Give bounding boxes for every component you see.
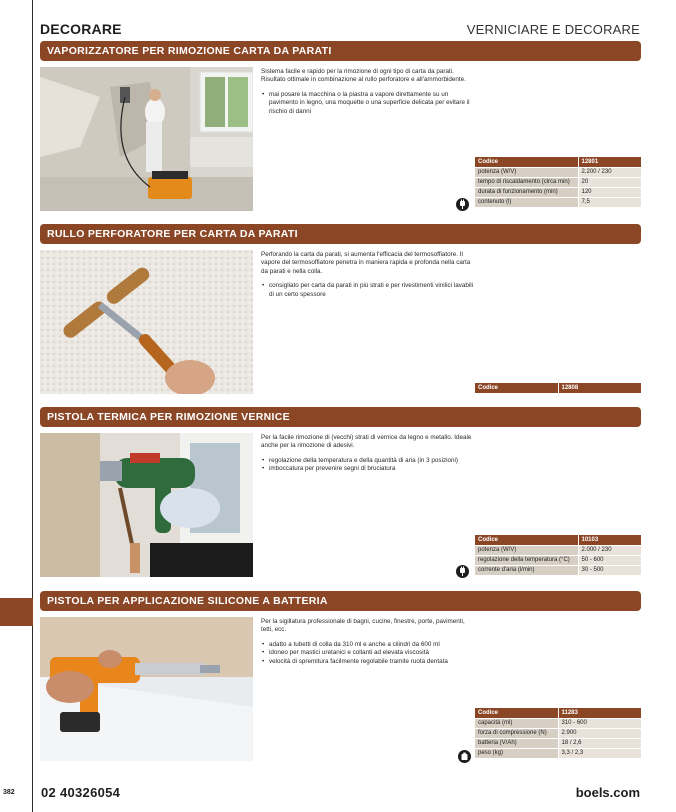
product-code: 12801 — [578, 157, 641, 167]
code-label: Codice — [475, 708, 558, 718]
spec-label: durata di funzionamento (min) — [475, 187, 578, 197]
spec-label: tempo di riscaldamento (circa min) — [475, 177, 578, 187]
spec-label: capacità (ml) — [475, 718, 558, 728]
spec-value: 2.900 — [558, 728, 641, 738]
product-section-steamer — [40, 41, 641, 213]
battery-icon — [458, 750, 471, 763]
page-category-title: DECORARE — [40, 21, 122, 37]
product-photo-silicone-gun — [40, 617, 253, 761]
product-code: 10103 — [578, 535, 641, 545]
spec-label: batteria (V/Ah) — [475, 738, 558, 748]
product-code: 12808 — [558, 383, 641, 393]
bullet-item: • regolazione della temperatura e della quantità di aria (in 3 posizioni) — [261, 457, 476, 465]
product-photo-perforator — [40, 250, 253, 394]
spec-label: contenuto (l) — [475, 197, 578, 207]
product-title: PISTOLA TERMICA PER RIMOZIONE VERNICE — [40, 407, 641, 427]
spec-value: 2.200 / 230 — [578, 167, 641, 177]
page-number: 382 — [3, 789, 15, 796]
plug-icon — [456, 198, 469, 211]
spec-table — [475, 535, 641, 576]
bullet-item: • idoneo per mastici uretanici e collanti ad elevata viscosità — [261, 649, 476, 657]
product-description: Per la facile rimozione di (vecchi) strati di vernice da legno e metallo. Ideale anche per la rimozione di adesivi. — [261, 434, 472, 450]
bullet-item: • velocità di spremitura facilmente regolabile tramite ruota dentata — [261, 658, 476, 666]
spec-table — [475, 157, 641, 208]
spec-table — [475, 383, 641, 394]
spec-value: 7,5 — [578, 197, 641, 207]
spec-label: corrente d'aria (l/min) — [475, 565, 578, 575]
product-title: RULLO PERFORATORE PER CARTA DA PARATI — [40, 224, 641, 244]
spec-value: 3,3 / 2,3 — [558, 748, 641, 758]
spec-value: 18 / 2,6 — [558, 738, 641, 748]
product-description: Sistema facile e rapido per la rimozione di ogni tipo di carta da parati. Risultato ottimale in combinazione al rullo perforatore e all'ammorbidente. — [261, 68, 466, 84]
code-label: Codice — [475, 535, 578, 545]
product-title: PISTOLA PER APPLICAZIONE SILICONE A BATTERIA — [40, 591, 641, 611]
product-description: Perforando la carta da parati, si aumenta l'efficacia del termosoffiatore. Il vapore del termosoffiatore penetra in maniera rapida e profonda nella carta da parati e nella colla. — [261, 251, 471, 275]
chapter-tab — [0, 598, 33, 626]
spec-value: 30 - 500 — [578, 565, 641, 575]
spec-label: potenza (W/V) — [475, 167, 578, 177]
spec-label: forza di compressione (N) — [475, 728, 558, 738]
bullet-item: • mai posare la macchina o la piastra a vapore direttamente su un pavimento in legno, una moquette o una superficie delicata per evitare il rischio di danni — [261, 91, 476, 116]
spec-value: 2.000 / 230 — [578, 545, 641, 555]
product-photo-steamer — [40, 67, 253, 211]
spec-value: 20 — [578, 177, 641, 187]
plug-icon — [456, 565, 469, 578]
product-code: 11283 — [558, 708, 641, 718]
footer-website: boels.com — [575, 785, 640, 800]
page-section-title: VERNICIARE E DECORARE — [466, 22, 640, 37]
product-photo-heat-gun — [40, 433, 253, 577]
code-label: Codice — [475, 383, 558, 393]
spec-value: 120 — [578, 187, 641, 197]
product-section-silicone-gun — [40, 591, 641, 771]
spec-label: peso (kg) — [475, 748, 558, 758]
spec-value: 310 - 600 — [558, 718, 641, 728]
spec-label: potenza (W/V) — [475, 545, 578, 555]
product-title: VAPORIZZATORE PER RIMOZIONE CARTA DA PARATI — [40, 41, 641, 61]
bullet-item: • imboccatura per prevenire segni di bruciatura — [261, 465, 476, 473]
bullet-item: • adatto a tubetti di colla da 310 ml e anche a cilindri da 600 ml — [261, 641, 476, 649]
bullet-item: • consigliato per carta da parati in più strati e per rivestimenti vinilici lavabili di un certo spessore — [261, 282, 476, 299]
code-label: Codice — [475, 157, 578, 167]
product-description: Per la sigillatura professionale di bagni, cucine, finestre, porte, pavimenti, tetti, ecc. — [261, 618, 465, 634]
spec-value: 50 - 600 — [578, 555, 641, 565]
spec-table — [475, 708, 641, 759]
footer-phone: 02 40326054 — [41, 785, 121, 800]
product-section-perforator — [40, 224, 641, 396]
spec-label: regolazione della temperatura (°C) — [475, 555, 578, 565]
page-spine-line — [32, 0, 33, 812]
product-section-heat-gun — [40, 407, 641, 579]
